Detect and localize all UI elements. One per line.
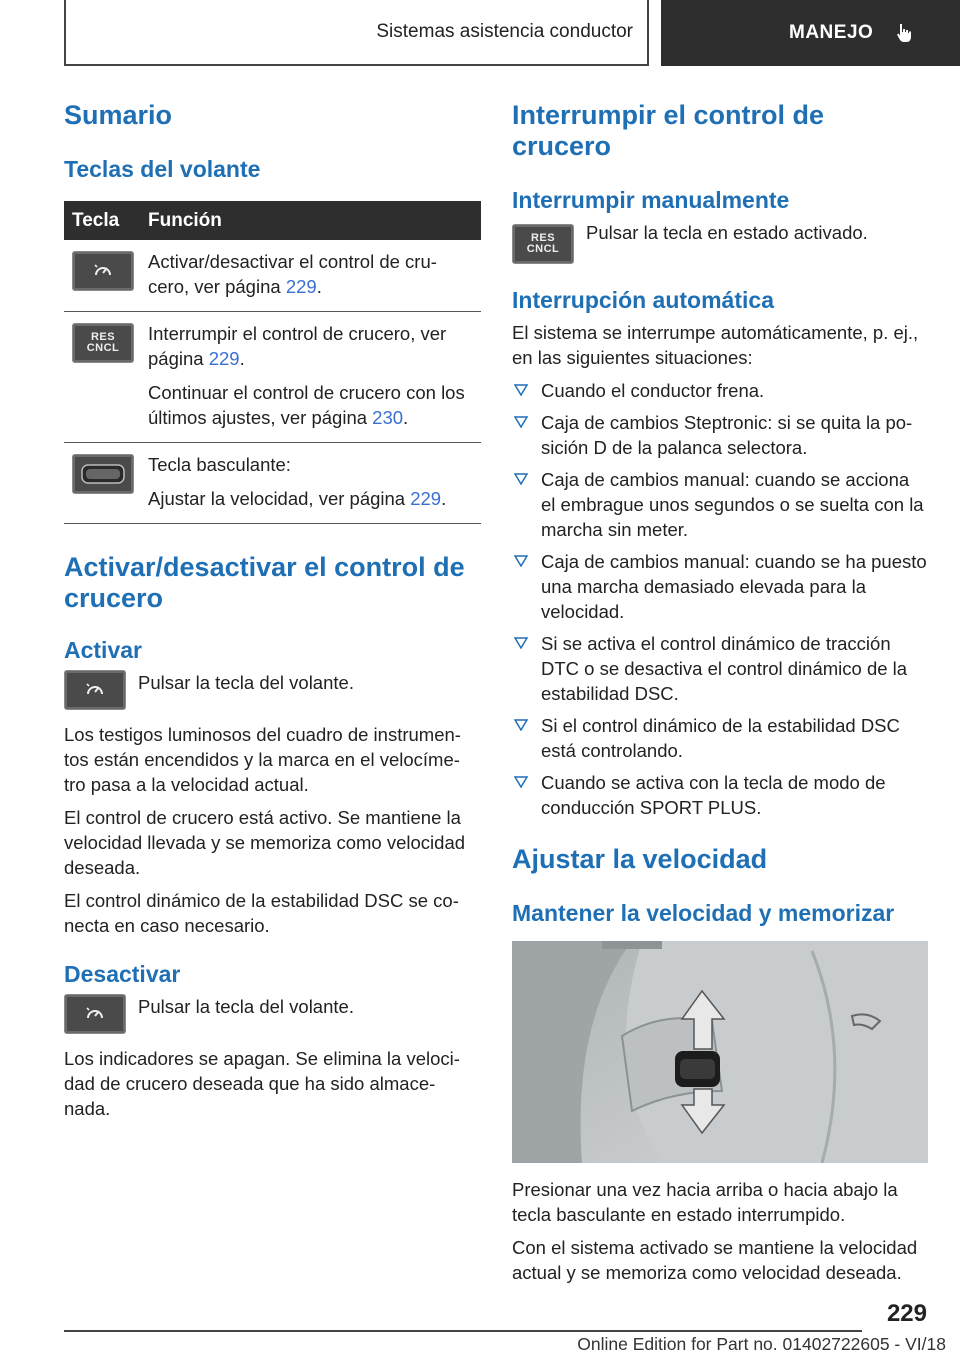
deactivate-subheading: Desactivar	[64, 961, 181, 987]
page-link[interactable]: 230	[372, 407, 404, 428]
page-link[interactable]: 229	[285, 276, 317, 297]
cruise-control-key	[64, 994, 126, 1034]
activate-key-instruction	[64, 670, 481, 710]
steering-wheel-photo	[512, 941, 928, 1163]
cruise-control-key	[72, 251, 134, 291]
table-row	[64, 312, 481, 443]
table-row-text: Activar/desactivar el control de cru-cero, ver página 229.	[148, 251, 437, 297]
list-item: Caja de cambios Steptronic: si se quita la po-sición D de la palanca selectora.	[512, 410, 928, 460]
activate-key-text: Pulsar la tecla del volante.	[138, 672, 354, 693]
activate-paragraph: El control dinámico de la estabilidad DSC se co-necta en caso necesario.	[64, 890, 459, 936]
page-number: 229	[886, 1300, 927, 1327]
list-item: Si se activa el control dinámico de tracción DTC o se desactiva el control dinámico de la estabilidad DSC.	[512, 631, 928, 706]
deactivate-paragraph: Los indicadores se apagan. Se elimina la veloci-dad de crucero deseada que ha sido almace-nada.	[64, 1048, 460, 1119]
steering-keys-table	[64, 201, 481, 524]
table-row-text: Tecla basculante:	[148, 454, 291, 475]
rocker-switch-illustration	[512, 941, 928, 1163]
res-cncl-key: RES CNCL	[512, 224, 574, 264]
rocker-key	[72, 454, 134, 494]
rocker-switch-icon	[80, 462, 126, 486]
table-row	[64, 443, 481, 524]
triangle-bullet-icon	[514, 416, 528, 428]
page-link[interactable]: 229	[410, 488, 442, 509]
manual-key-instruction	[512, 224, 928, 264]
interrupt-heading: Interrumpir el control de crucero	[512, 100, 825, 161]
edition-note: Online Edition for Part no. 01402722605 - VI/18	[577, 1334, 946, 1354]
table-row-text: Continuar el control de crucero con los últimos ajustes, ver página 230.	[148, 382, 465, 428]
res-cncl-key: RES CNCL	[72, 323, 134, 363]
deactivate-key-instruction	[64, 994, 481, 1034]
auto-subheading: Interrupción automática	[512, 287, 774, 313]
speed-heading: Ajustar la velocidad	[512, 844, 768, 874]
col-function-header: Función	[140, 201, 481, 240]
footer-divider	[64, 1330, 862, 1332]
list-item: Cuando se activa con la tecla de modo de conducción SPORT PLUS.	[512, 770, 928, 820]
deactivate-key-text: Pulsar la tecla del volante.	[138, 996, 354, 1017]
chapter-title: MANEJO	[789, 22, 874, 43]
activate-heading: Activar/desactivar el control de crucero	[64, 552, 465, 613]
after-paragraph: Presionar una vez hacia arriba o hacia abajo la tecla basculante en estado interrumpido.	[512, 1179, 898, 1225]
table-header-row	[64, 201, 481, 240]
after-paragraph: Con el sistema activado se mantiene la velocidad actual y se memoriza como velocidad deseada.	[512, 1237, 918, 1283]
triangle-bullet-icon	[514, 555, 528, 567]
cruise-control-icon	[84, 1004, 106, 1024]
cruise-control-key	[64, 670, 126, 710]
summary-heading: Sumario	[64, 100, 173, 130]
triangle-bullet-icon	[514, 637, 528, 649]
list-item: Caja de cambios manual: cuando se acciona el embrague unos segundos o se suelta con la marcha sin meter.	[512, 467, 928, 542]
list-item: Cuando el conductor frena.	[512, 378, 928, 403]
section-title: Sistemas asistencia conductor	[64, 0, 649, 66]
triangle-bullet-icon	[514, 719, 528, 731]
hand-pointer-icon	[893, 21, 917, 45]
table-row	[64, 240, 481, 312]
right-column	[512, 100, 928, 1285]
cruise-control-icon	[84, 680, 106, 700]
table-row-text: Ajustar la velocidad, ver página 229.	[148, 488, 447, 509]
steering-keys-heading: Teclas del volante	[64, 156, 261, 182]
auto-list	[512, 378, 928, 820]
activate-paragraph: Los testigos luminosos del cuadro de instrumen-tos están encendidos y la marca en el velocíme-tro pasa a la velocidad actual.	[64, 724, 461, 795]
list-item: Si el control dinámico de la estabilidad DSC está controlando.	[512, 713, 928, 763]
activate-subheading: Activar	[64, 637, 142, 663]
triangle-bullet-icon	[514, 384, 528, 396]
manual-key-text: Pulsar la tecla en estado activado.	[586, 222, 868, 243]
chapter-tab	[661, 0, 960, 66]
auto-intro: El sistema se interrumpe automáticamente, p. ej., en las siguientes situaciones:	[512, 322, 919, 368]
keep-speed-subheading: Mantener la velocidad y memorizar	[512, 900, 895, 926]
cruise-control-icon	[92, 261, 114, 281]
activate-paragraph: El control de crucero está activo. Se mantiene la velocidad llevada y se memoriza como velocidad deseada.	[64, 807, 466, 878]
table-row-text: Interrumpir el control de crucero, ver página 229.	[148, 323, 447, 369]
page-header	[0, 0, 960, 66]
triangle-bullet-icon	[514, 776, 528, 788]
page-link[interactable]: 229	[208, 348, 240, 369]
manual-subheading: Interrumpir manualmente	[512, 187, 790, 213]
col-key-header: Tecla	[64, 201, 140, 240]
left-column	[64, 100, 481, 1121]
list-item: Caja de cambios manual: cuando se ha puesto una marcha demasiado elevada para la velocidad.	[512, 549, 928, 624]
triangle-bullet-icon	[514, 473, 528, 485]
